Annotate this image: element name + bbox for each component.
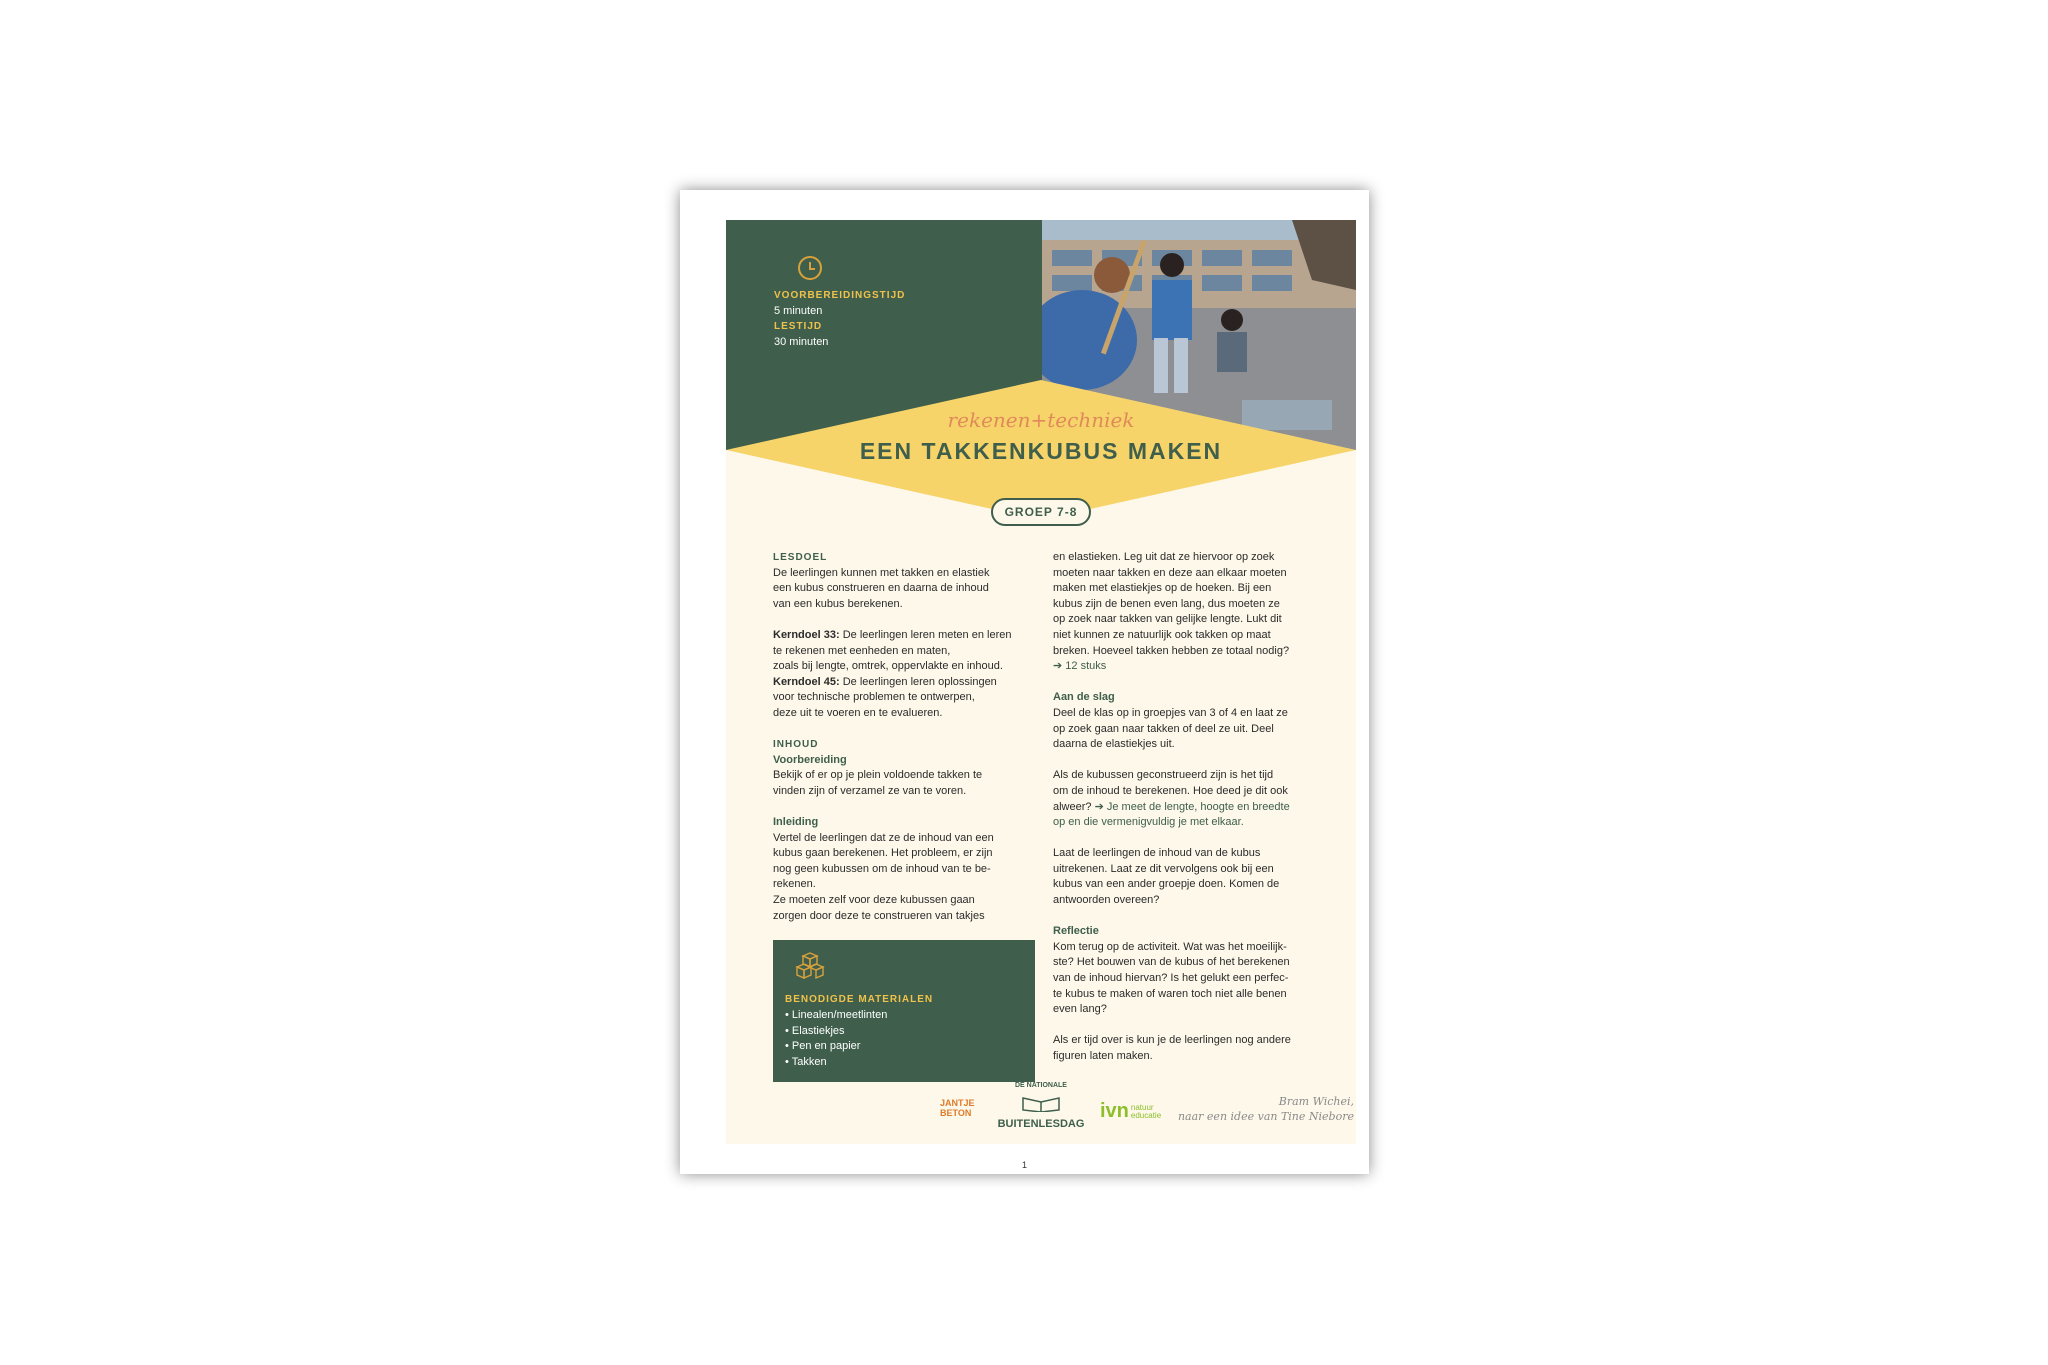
intro-line: breken. Hoeveel takken hebben ze totaal nodig?	[1053, 644, 1290, 657]
aan-de-slag-heading: Aan de slag	[1053, 691, 1115, 704]
lesson-time-value: 30 minuten	[774, 335, 829, 348]
inleiding-heading: Inleiding	[773, 816, 819, 829]
subject-script: rekenen+techniek	[947, 408, 1135, 432]
ivn-sub-line: educatie	[1130, 1110, 1162, 1120]
answer-12-stuks: ➔ 12 stuks	[1053, 660, 1107, 673]
inhoud-answer: op en die vermenigvuldig je met elkaar.	[1053, 816, 1244, 829]
lesdoel-line: een kubus construeren en daarna de inhoud	[773, 582, 989, 595]
uitrekenen-line: uitrekenen. Laat ze dit vervolgens ook bij een	[1053, 862, 1274, 875]
inhoud-line: om de inhoud te berekenen. Hoe deed je dit ook	[1053, 784, 1288, 797]
time-info	[774, 288, 905, 350]
materials-item: • Elastiekjes	[785, 1024, 887, 1040]
uitrekenen-line: Laat de leerlingen de inhoud van de kubus	[1053, 847, 1261, 860]
intro-line: maken met elastiekjes op de hoeken. Bij een	[1053, 582, 1272, 595]
kerndoel-33-text: De leerlingen leren meten en leren	[839, 628, 1012, 641]
materials-item: • Takken	[785, 1055, 887, 1071]
prep-time-label: VOORBEREIDINGSTIJD	[774, 290, 906, 301]
voorbereiding-heading: Voorbereiding	[773, 753, 847, 766]
inleiding-line: Vertel de leerlingen dat ze de inhoud van een	[773, 831, 994, 844]
materials-box	[773, 940, 1035, 1082]
credit-line: naar een idee van Tine Niebore	[1177, 1110, 1354, 1123]
reflectie-line: ste? Het bouwen van de kubus of het berekenen	[1053, 956, 1290, 969]
inleiding-line: kubus gaan berekenen. Het probleem, er zijn	[773, 847, 993, 860]
inleiding-line: zorgen door deze te construeren van takjes	[773, 909, 985, 922]
credit-line: Bram Wichei,	[1278, 1095, 1354, 1108]
kerndoel-33-line: zoals bij lengte, omtrek, oppervlakte en inhoud.	[773, 660, 1003, 673]
inhoud-answer: ➔ Je meet de lengte, hoogte en breedte	[1091, 800, 1290, 813]
kerndoel-33-label: Kerndoel 33:	[773, 628, 840, 641]
inhoud-line	[1053, 800, 1343, 816]
kerndoel-45-line	[773, 675, 1043, 691]
lesson-time-label: LESTIJD	[774, 321, 823, 332]
reflectie-line: even lang?	[1053, 1003, 1107, 1016]
materials-item: • Linealen/meetlinten	[785, 1008, 887, 1024]
lesdoel-line: De leerlingen kunnen met takken en elastiek	[773, 566, 990, 579]
materials-heading: BENODIGDE MATERIALEN	[785, 994, 934, 1005]
kerndoel-45-label: Kerndoel 45:	[773, 675, 840, 688]
kerndoel-45-text: De leerlingen leren oplossingen	[839, 675, 997, 688]
aan-de-slag-line: op zoek gaan naar takken of deel ze uit. Deel	[1053, 722, 1274, 735]
intro-line: op zoek naar takken van gelijke lengte. Lukt dit	[1053, 613, 1282, 626]
footer	[726, 1078, 1356, 1144]
cubes-icon	[795, 952, 825, 982]
jantje-beton-text: JANTJE	[940, 1098, 975, 1108]
page-title: EEN TAKKENKUBUS MAKEN	[859, 438, 1223, 464]
inhoud-line: Als de kubussen geconstrueerd zijn is het tijd	[1053, 769, 1274, 782]
lesdoel-line: van een kubus berekenen.	[773, 597, 903, 610]
ivn-sub-line: natuur	[1130, 1102, 1154, 1112]
reflectie-line: te kubus te maken of waren toch niet alle benen	[1053, 987, 1287, 1000]
kerndoel-33-line	[773, 628, 1043, 644]
aan-de-slag-line: daarna de elastiekjes uit.	[1053, 738, 1175, 751]
nationale-buitenlesdag-big: BUITENLESDAG	[997, 1118, 1085, 1130]
inleiding-line: Ze moeten zelf voor deze kubussen gaan	[773, 894, 975, 907]
ivn-logo-text: ivn	[1100, 1100, 1129, 1122]
lesdoel-heading: LESDOEL	[773, 552, 828, 563]
jantje-beton-logo	[940, 1098, 990, 1136]
closing-line: Als er tijd over is kun je de leerlingen nog andere	[1053, 1034, 1291, 1047]
prep-time-value: 5 minuten	[774, 304, 823, 317]
document-sheet	[680, 190, 1369, 1174]
ivn-logo-sub	[1131, 1104, 1161, 1120]
reflectie-line: Kom terug op de activiteit. Wat was het moeilijk-	[1053, 940, 1287, 953]
intro-line: kubus zijn de benen even lang, dus moeten ze	[1053, 597, 1280, 610]
lesson-page	[726, 220, 1356, 1144]
uitrekenen-line: kubus van een ander groepje doen. Komen de	[1053, 878, 1280, 891]
page-number: 1	[1021, 1160, 1027, 1170]
intro-line: niet kunnen ze natuurlijk ook takken op maat	[1053, 628, 1271, 641]
inleiding-line: nog geen kubussen om de inhoud van te be-	[773, 862, 991, 875]
inhoud-heading: INHOUD	[773, 739, 819, 751]
closing-line: figuren laten maken.	[1053, 1050, 1153, 1062]
author-credit	[1178, 1094, 1354, 1124]
book-icon	[1021, 1094, 1061, 1112]
ivn-logo	[1100, 1100, 1161, 1123]
right-column	[1053, 550, 1343, 1065]
left-column	[773, 550, 1043, 924]
reflectie-heading: Reflectie	[1053, 925, 1099, 938]
voorbereiding-line: Bekijk of er op je plein voldoende takken te	[773, 769, 983, 782]
nationale-buitenlesdag-small: DE NATIONALE	[1015, 1082, 1067, 1089]
materials-list	[785, 1008, 887, 1070]
kerndoel-45-line: voor technische problemen te ontwerpen,	[773, 691, 975, 704]
kerndoel-33-line: te rekenen met eenheden en maten,	[773, 644, 951, 657]
intro-line: moeten naar takken en deze aan elkaar moeten	[1053, 566, 1287, 579]
inleiding-line: rekenen.	[773, 878, 816, 891]
reflectie-line: van de inhoud hiervan? Is het gelukt een perfec-	[1053, 972, 1289, 985]
uitrekenen-line: antwoorden overeen?	[1053, 894, 1160, 907]
inhoud-question: alweer?	[1053, 800, 1092, 813]
group-badge: GROEP 7-8	[991, 498, 1091, 526]
nationale-buitenlesdag-logo	[996, 1078, 1086, 1138]
materials-item: • Pen en papier	[785, 1039, 887, 1055]
intro-line: en elastieken. Leg uit dat ze hiervoor op zoek	[1053, 551, 1275, 563]
aan-de-slag-line: Deel de klas op in groepjes van 3 of 4 en laat ze	[1053, 706, 1288, 719]
voorbereiding-line: vinden zijn of verzamel ze van te voren.	[773, 784, 967, 797]
kerndoel-45-line: deze uit te voeren en te evalueren.	[773, 706, 943, 719]
jantje-beton-text: BETON	[940, 1108, 972, 1118]
clock-icon	[798, 256, 822, 280]
